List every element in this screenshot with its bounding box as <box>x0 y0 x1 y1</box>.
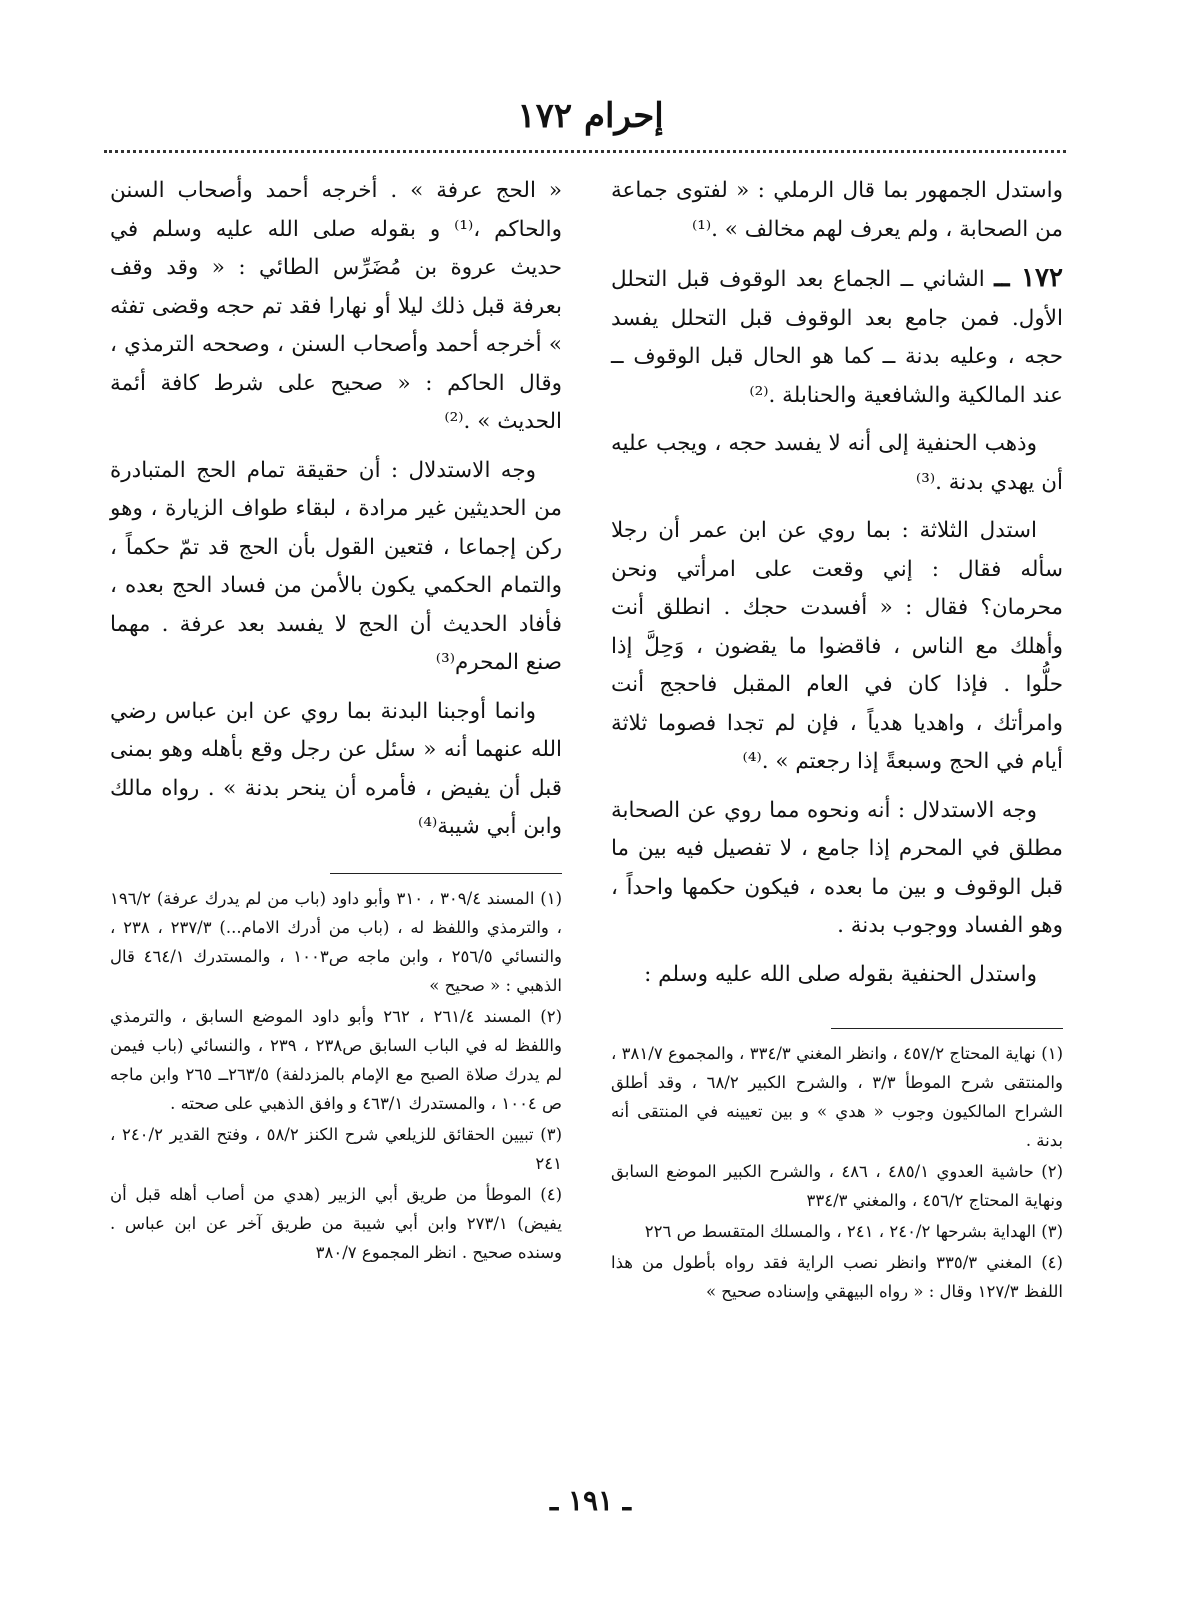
paragraph: استدل الثلاثة : بما روي عن ابن عمر أن رجلا سأله فقال : إني وقعت على امرأتي ونحن محرمان؟ فقال : « أفسدت حجك . انطلق أنت وأهلك مع الناس ، فاقضوا ما يقضون ، وَحِلَّ إذا حلُّوا . فإذا كان في العام المقبل فاحجج أنت وامرأتك ، واهديا هدياً ، فإن لم تجدا فصوما ثلاثة أيام في الحج وسبعةً إذا رجعتم » .⁽⁴⁾ <box>611 518 1063 774</box>
footnote: (٤) الموطأ من طريق أبي الزبير (هدي من أصاب أهله قبل أن يفيض) ٢٧٣/١ وابن أبي شيبة من طريق آخر عن ابن عباس . وسنده صحيح . انظر المجموع ٣٨٠/٧ <box>110 1184 562 1262</box>
section-paragraph <box>611 259 1063 415</box>
paragraph: وجه الاستدلال : أن حقيقة تمام الحج المتبادرة من الحديثين غير مرادة ، لبقاء طواف الزيارة ، وهو ركن إجماعا ، فتعين القول بأن الحج قد تمّ حكماً ، والتمام الحكمي يكون بالأمن من فساد الحج بعده ، فأفاد الحديث أن الحج لا يفسد بعد عرفة . مهما صنع المحرم⁽³⁾ <box>110 457 562 675</box>
footnote: (٤) المغني ٣٣٥/٣ وانظر نصب الراية فقد رواه بأطول من هذا اللفظ ١٢٧/٣ وقال : « رواه البيهقي وإسناده صحيح » <box>611 1253 1063 1301</box>
footnote-divider <box>330 873 562 874</box>
header-divider <box>104 150 1066 153</box>
footnote: (٣) الهداية بشرحها ٢٤٠/٢ ، ٢٤١ ، والمسلك المتقسط ص ٢٢٦ <box>644 1222 1063 1241</box>
footnotes <box>110 884 562 1267</box>
footnote: (٢) المسند ٢٦١/٤ ، ٢٦٢ وأبو داود الموضع السابق ، والترمذي واللفظ له في الباب السابق ص٢٣٨ ، ٢٣٩ ، والنسائي (باب فيمن لم يدرك صلاة الصبح مع الإمام بالمزدلفة) ٢٦٣/٥ــ ٢٦٥ وابن ماجه ص ١٠٠٤ ، والمستدرك ٤٦٣/١ و وافق الذهبي على صحته . <box>110 1006 563 1113</box>
paragraph: وجه الاستدلال : أنه ونحوه مما روي عن الصحابة مطلق في المحرم إذا جامع ، لا تفصيل فيه بين ما قبل الوقوف و بين ما بعده ، فيكون حكمها واحداً ، وهو الفساد ووجوب بدنة . <box>611 797 1063 938</box>
paragraph: وانما أوجبنا البدنة بما روي عن ابن عباس رضي الله عنهما أنه « سئل عن رجل وقع بأهله وهو بمنى قبل أن يفيض ، فأمره أن ينحر بدنة » . رواه مالك وابن أبي شيبة⁽⁴⁾ <box>110 698 562 839</box>
footnote-divider <box>831 1028 1063 1029</box>
paragraph: واستدل الجمهور بما قال الرملي : « لفتوى جماعة من الصحابة ، ولم يعرف لهم مخالف » .⁽¹⁾ <box>611 178 1063 242</box>
left-column <box>110 172 562 1269</box>
footnotes <box>611 1039 1063 1306</box>
paragraph: واستدل الحنفية بقوله صلى الله عليه وسلم : <box>644 961 1037 987</box>
page-header-title: إحرام ١٧٢ <box>517 96 664 136</box>
page-number: ـ ١٩١ ـ <box>549 1484 632 1517</box>
right-column <box>611 172 1063 1308</box>
section-number: ١٧٢ ــ <box>994 263 1063 293</box>
footnote: (١) نهاية المحتاج ٤٥٧/٢ ، وانظر المغني ٣٣٤/٣ ، والمجموع ٣٨١/٧ ، والمنتقى شرح الموطأ ٣/٣ ، والشرح الكبير ٦٨/٢ ، وقد أطلق الشراح المالكيون وجوب « هدي » و بين تعيينه في المنتقى أنه بدنة . <box>611 1044 1063 1150</box>
footnote: (١) المسند ٣٠٩/٤ ، ٣١٠ وأبو داود (باب من لم يدرك عرفة) ١٩٦/٢ ، والترمذي واللفظ له ، (باب من أدرك الامام...) ٢٣٧/٣ ، ٢٣٨ ، والنسائي ٢٥٦/٥ ، وابن ماجه ص١٠٠٣ ، والمستدرك ٤٦٤/١ قال الذهبي : « صحيح » <box>110 888 563 995</box>
footnote: (٣) تبيين الحقائق للزيلعي شرح الكنز ٥٨/٢ ، وفتح القدير ٢٤٠/٢ ، ٢٤١ <box>110 1124 563 1173</box>
section-text: الشاني ــ الجماع بعد الوقوف قبل التحلل الأول. فمن جامع بعد الوقوف قبل التحلل يفسد حجه ، وعليه بدنة ــ كما هو الحال قبل الوقوف ــ عند المالكية والشافعية والحنابلة .⁽²⁾ <box>611 267 1063 408</box>
footnote: (٢) حاشية العدوي ٤٨٥/١ ، ٤٨٦ ، والشرح الكبير الموضع السابق ونهاية المحتاج ٤٥٦/٢ ، والمغني ٣٣٤/٣ <box>611 1162 1063 1210</box>
paragraph: « الحج عرفة » . أخرجه أحمد وأصحاب السنن والحاكم ،⁽¹⁾ و بقوله صلى الله عليه وسلم في حديث عروة بن مُضَرِّس الطائي : « وقد وقف بعرفة قبل ذلك ليلا أو نهارا فقد تم حجه وقضى تفثه » أخرجه أحمد وأصحاب السنن ، وصححه الترمذي ، وقال الحاكم : « صحيح على شرط كافة أئمة الحديث » .⁽²⁾ <box>110 178 562 434</box>
paragraph: وذهب الحنفية إلى أنه لا يفسد حجه ، ويجب عليه أن يهدي بدنة .⁽³⁾ <box>611 431 1063 495</box>
